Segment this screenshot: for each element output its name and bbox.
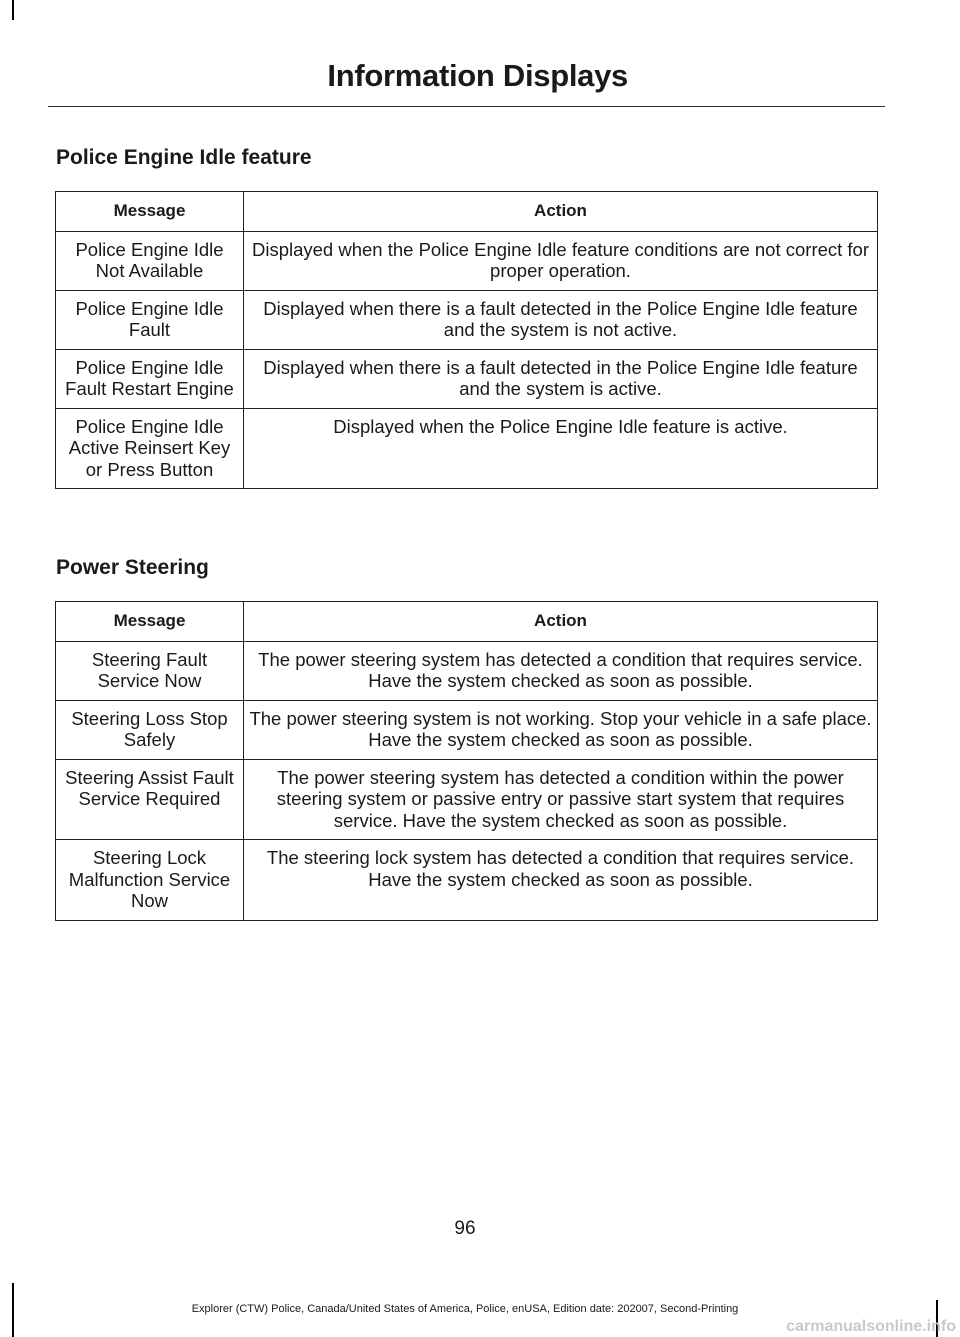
table-row <box>56 759 878 840</box>
watermark: carmanualsonline.info <box>786 1318 956 1335</box>
page-number: 96 <box>454 1218 476 1239</box>
message-cell: Police Engine Idle Not Available <box>56 231 244 290</box>
action-cell: The power steering system has detected a condition within the power steering system or passive entry or passive start system that requires service. Have the system checked as soon as possible. <box>244 759 878 840</box>
column-header-message: Message <box>56 602 244 642</box>
table-header-row <box>56 192 878 232</box>
action-cell: Displayed when the Police Engine Idle feature conditions are not correct for proper operation. <box>244 231 878 290</box>
section-title-power-steering: Power Steering <box>56 556 209 579</box>
action-cell: Displayed when there is a fault detected in the Police Engine Idle feature and the system is active. <box>244 349 878 408</box>
column-header-action: Action <box>244 602 878 642</box>
message-cell: Steering Loss Stop Safely <box>56 700 244 759</box>
action-cell: Displayed when there is a fault detected in the Police Engine Idle feature and the system is not active. <box>244 290 878 349</box>
police-engine-idle-table <box>55 191 878 489</box>
message-cell: Police Engine Idle Fault <box>56 290 244 349</box>
table-row <box>56 290 878 349</box>
message-cell: Steering Fault Service Now <box>56 641 244 700</box>
power-steering-table <box>55 601 878 921</box>
table-row <box>56 349 878 408</box>
action-cell: The power steering system has detected a condition that requires service. Have the system checked as soon as possible. <box>244 641 878 700</box>
table-header-row <box>56 602 878 642</box>
section-title-police-engine-idle: Police Engine Idle feature <box>56 146 312 169</box>
table-row <box>56 700 878 759</box>
action-cell: Displayed when the Police Engine Idle feature is active. <box>244 408 878 489</box>
table-row <box>56 641 878 700</box>
header-rule <box>48 106 885 107</box>
message-cell: Steering Assist Fault Service Required <box>56 759 244 840</box>
page-title: Information Displays <box>327 58 628 93</box>
table-row <box>56 408 878 489</box>
column-header-message: Message <box>56 192 244 232</box>
message-cell: Police Engine Idle Active Reinsert Key or Press Button <box>56 408 244 489</box>
message-cell: Police Engine Idle Fault Restart Engine <box>56 349 244 408</box>
table-row <box>56 840 878 921</box>
message-cell: Steering Lock Malfunction Service Now <box>56 840 244 921</box>
table-row <box>56 231 878 290</box>
action-cell: The steering lock system has detected a condition that requires service. Have the system checked as soon as possible. <box>244 840 878 921</box>
action-cell: The power steering system is not working. Stop your vehicle in a safe place. Have the system checked as soon as possible. <box>244 700 878 759</box>
crop-mark-top-left <box>12 0 14 20</box>
footer-edition-text: Explorer (CTW) Police, Canada/United States of America, Police, enUSA, Edition date: 202007, Second-Printing <box>191 1303 739 1315</box>
column-header-action: Action <box>244 192 878 232</box>
